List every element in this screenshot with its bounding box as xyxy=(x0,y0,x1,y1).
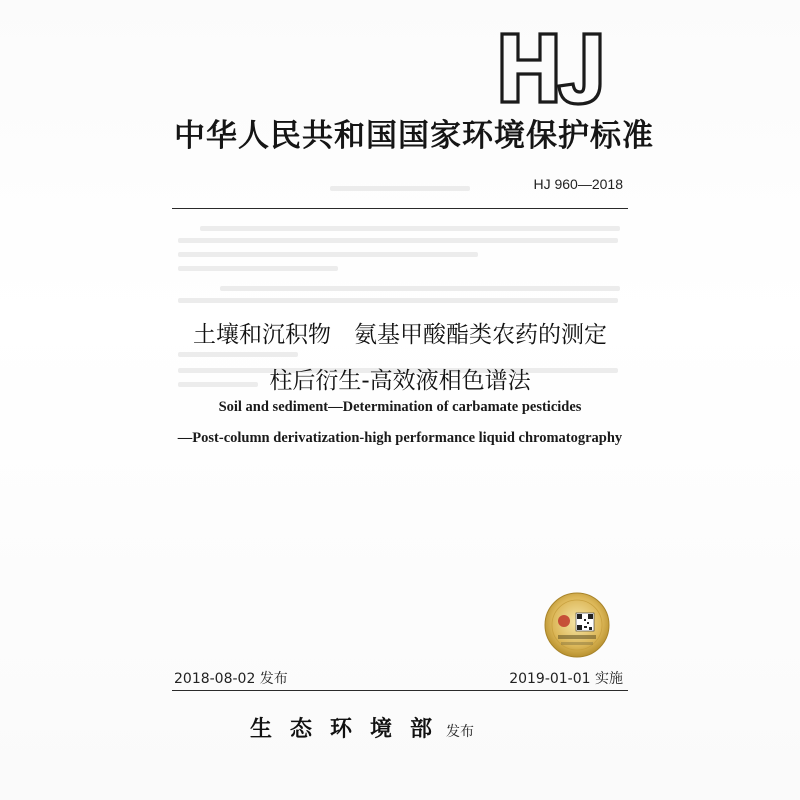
bleed-through-line xyxy=(178,352,298,357)
publisher-line xyxy=(250,712,474,743)
implementation-date: 2019-01-01 实施 xyxy=(509,671,623,687)
bleed-through-line xyxy=(200,226,620,231)
footer-divider xyxy=(172,690,628,691)
publisher-suffix: 发布 xyxy=(446,724,475,740)
chinese-title-line-2: 柱后衍生-高效液相色谱法 xyxy=(269,368,531,394)
standard-number: HJ 960—2018 xyxy=(533,176,623,192)
hj-logo-icon xyxy=(496,28,616,108)
publisher-name: 生态环境部 xyxy=(250,716,451,742)
issue-date: 2018-08-02 发布 xyxy=(174,671,288,687)
chinese-title-line-1: 土壤和沉积物 氨基甲酸酯类农药的测定 xyxy=(193,322,607,348)
bleed-through-line xyxy=(178,252,478,257)
bleed-through-line xyxy=(178,266,338,271)
header-divider xyxy=(172,208,628,209)
bleed-through-line xyxy=(178,238,618,243)
anti-counterfeit-seal-icon xyxy=(543,591,611,659)
bleed-through-line xyxy=(220,286,620,291)
bleed-through-line xyxy=(178,298,618,303)
english-title-line-1: Soil and sediment—Determination of carbamate pesticides xyxy=(218,399,582,415)
english-title-line-2: —Post-column derivatization-high performance liquid chromatography xyxy=(177,430,623,446)
bleed-through-line xyxy=(330,186,470,191)
standard-title: 中华人民共和国国家环境保护标准 xyxy=(174,118,654,154)
